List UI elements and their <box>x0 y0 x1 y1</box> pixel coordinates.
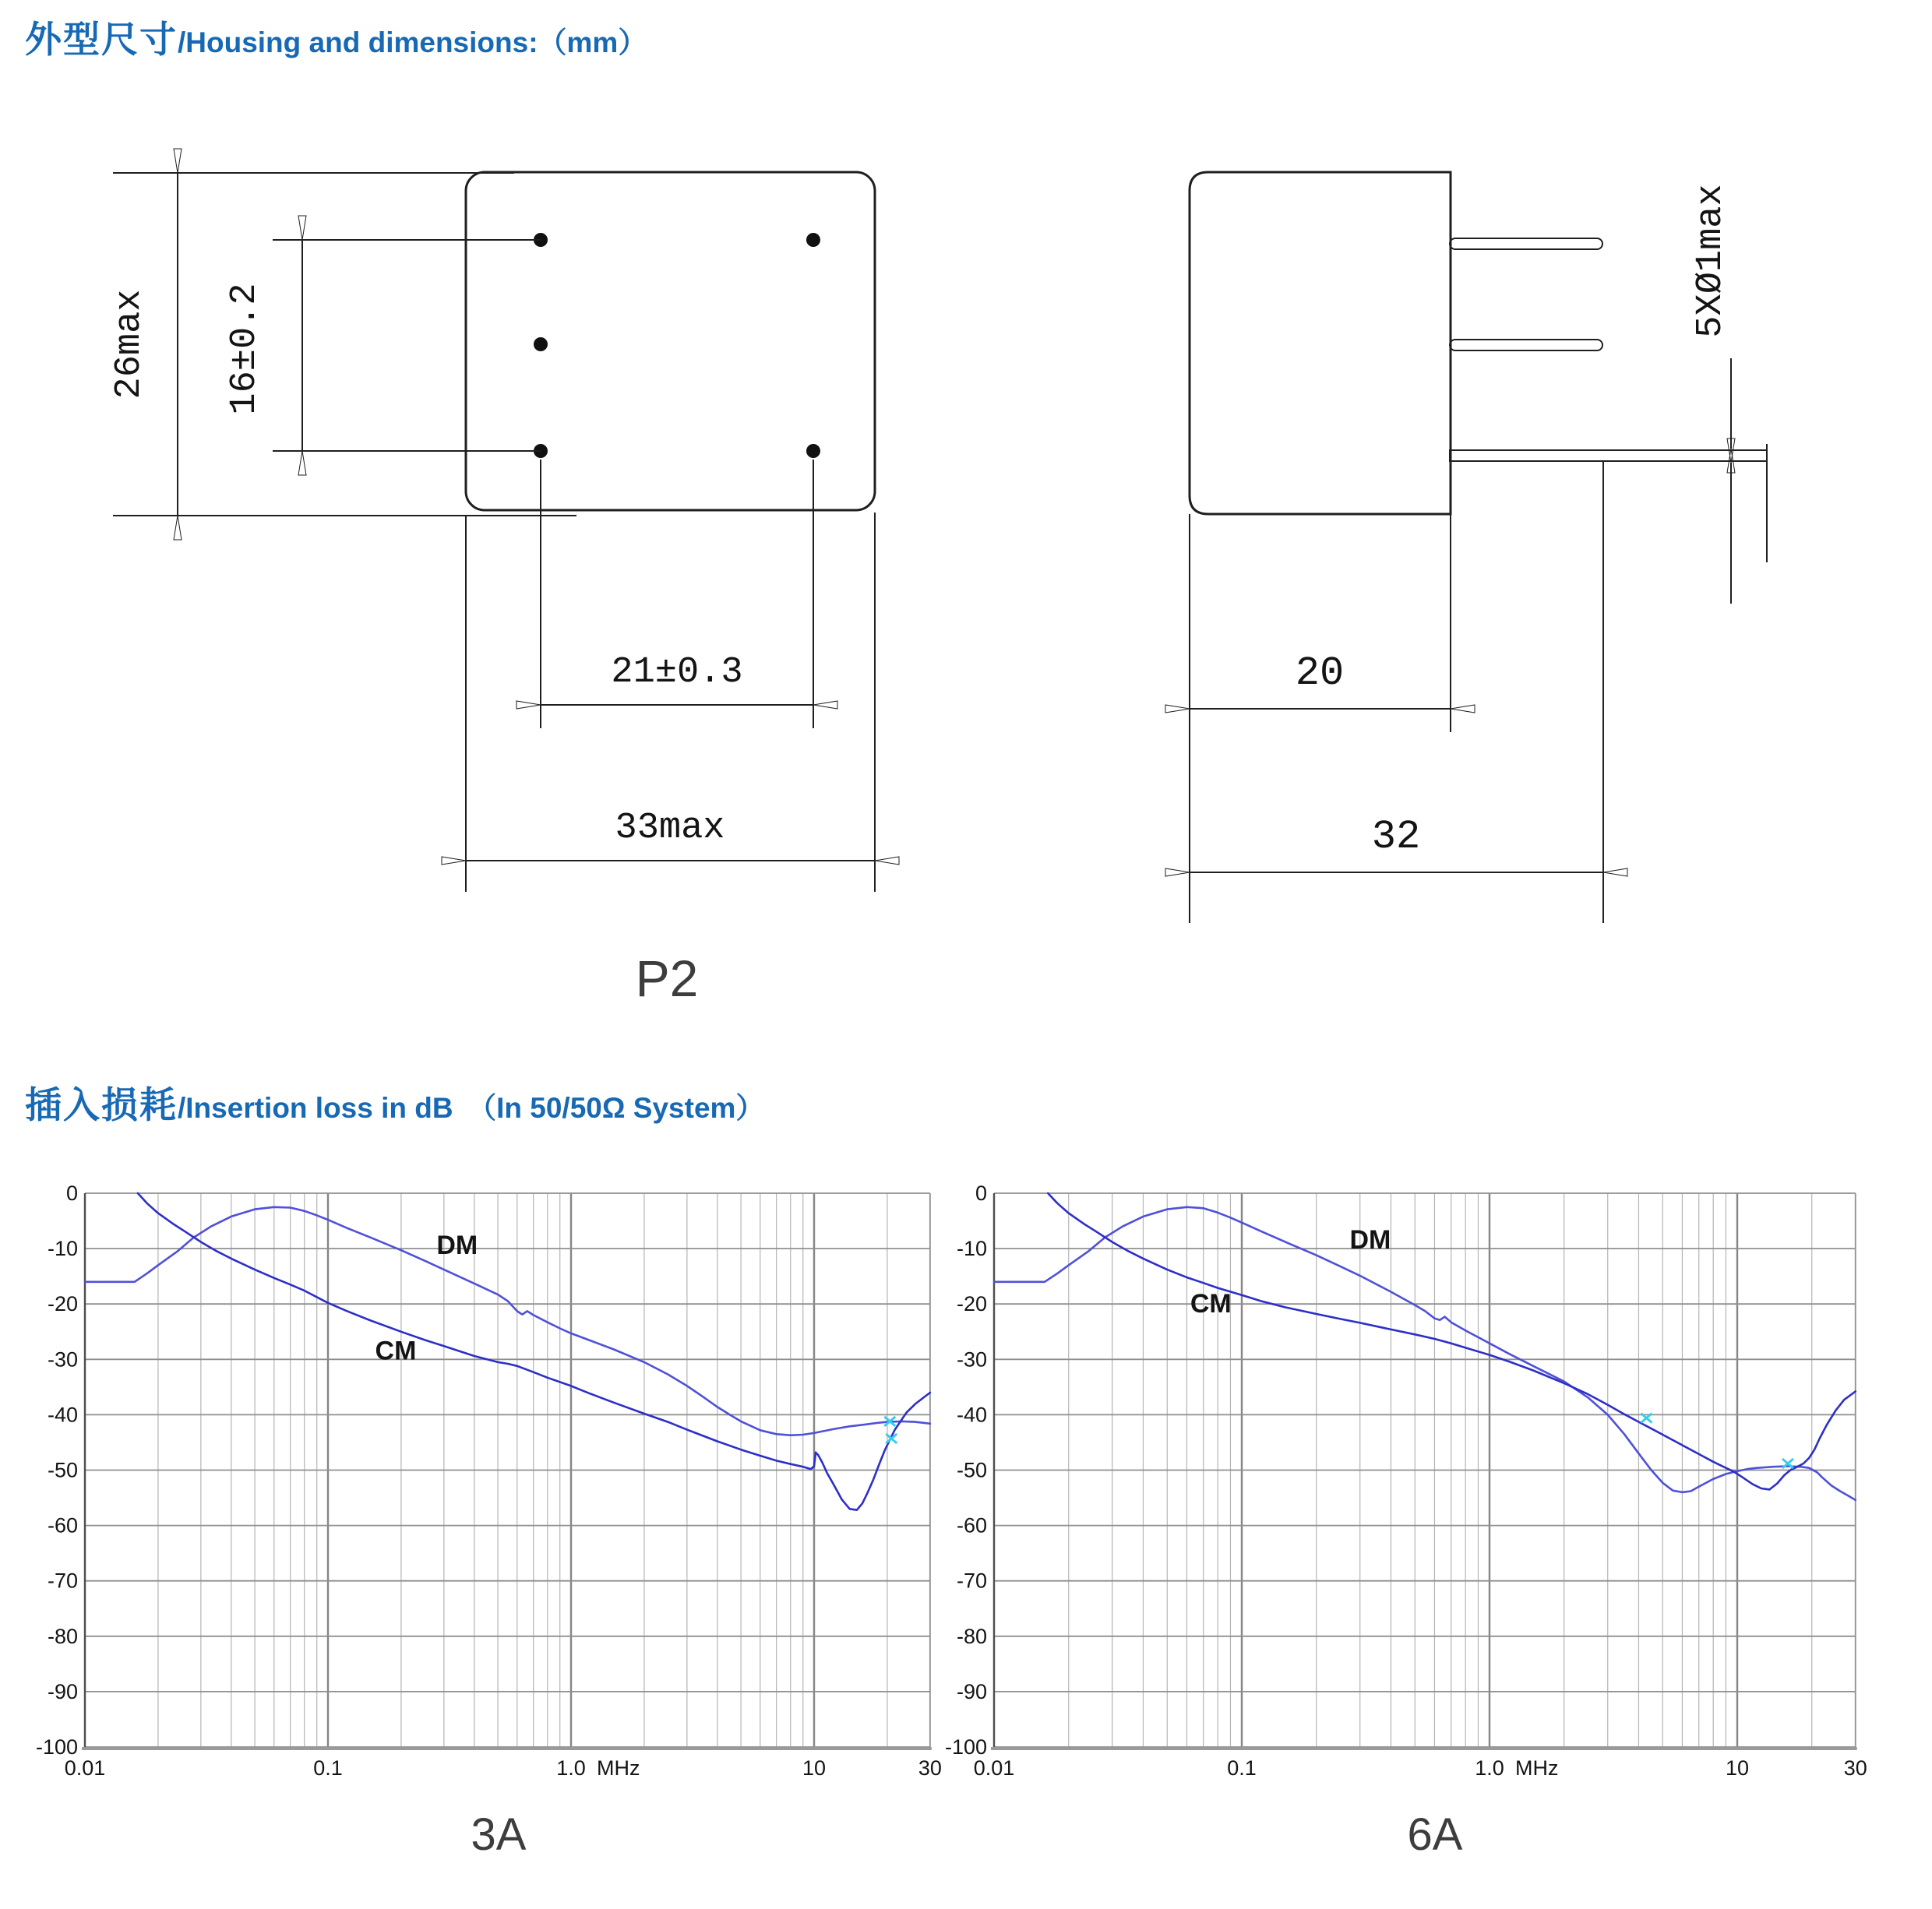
dim-height-label: 26max <box>109 289 150 400</box>
y-tick-label: -20 <box>956 1292 987 1316</box>
y-tick-label: -40 <box>47 1403 78 1427</box>
y-tick-label: -90 <box>47 1679 78 1703</box>
x-tick-label: 0.01 <box>973 1756 1015 1780</box>
curve-label-cm: CM <box>375 1336 417 1366</box>
dim-pin-row-label: 16±0.2 <box>224 283 266 415</box>
drawing-caption: P2 <box>635 949 699 1007</box>
housing-outline <box>466 172 875 510</box>
housing-section-header <box>25 11 647 63</box>
y-tick-label: -30 <box>956 1347 987 1372</box>
x-tick-label: 1.0 <box>556 1756 586 1780</box>
insertion-header-en: /Insertion loss in dB （In 50/50Ω System） <box>178 1092 765 1124</box>
dim-width-label: 33max <box>615 808 725 849</box>
y-tick-label: -50 <box>956 1458 987 1482</box>
insertion-loss-chart-6a <box>939 1168 1905 1791</box>
y-tick-label: -10 <box>956 1237 987 1261</box>
insertion-header-zh: 插入损耗 <box>25 1084 178 1125</box>
y-tick-label: -60 <box>47 1513 78 1537</box>
pin-long <box>1450 450 1767 461</box>
x-tick-label: 0.01 <box>64 1756 106 1780</box>
front-view-drawing <box>78 101 966 935</box>
housing-outline <box>1190 172 1451 514</box>
insertion-section-header <box>25 1076 764 1129</box>
x-tick-label: 10 <box>1725 1756 1750 1780</box>
y-tick-label: -80 <box>47 1624 78 1648</box>
curve-label-dm: DM <box>1349 1225 1391 1256</box>
pin <box>1450 340 1602 350</box>
chart-caption-3a: 3A <box>471 1809 527 1860</box>
pin <box>1450 238 1602 249</box>
housing-header-zh: 外型尺寸 <box>25 19 178 60</box>
y-tick-label: 0 <box>65 1182 78 1205</box>
y-tick-label: -80 <box>956 1624 987 1648</box>
dim-total-width-label: 32 <box>1371 814 1421 860</box>
y-tick-label: -90 <box>956 1679 987 1703</box>
housing-header-en: /Housing and dimensions:（mm） <box>178 26 647 58</box>
pin-dot <box>534 337 548 351</box>
y-tick-label: -30 <box>47 1347 78 1372</box>
y-tick-label: -100 <box>944 1735 987 1759</box>
y-tick-label: -70 <box>47 1569 78 1593</box>
x-tick-label: 30 <box>1843 1756 1867 1780</box>
y-tick-label: -100 <box>35 1735 78 1759</box>
dim-pin-col-label: 21±0.3 <box>611 652 743 693</box>
y-tick-label: -60 <box>956 1513 987 1537</box>
dim-pin-dia-label: 5XØ1max <box>1690 184 1732 338</box>
curve-label-dm: DM <box>436 1231 478 1261</box>
x-unit-label: MHz <box>1515 1756 1559 1780</box>
y-tick-label: -70 <box>956 1569 987 1593</box>
curve-cm <box>138 1193 930 1510</box>
pin-dot <box>806 233 820 247</box>
curve-cm <box>1048 1193 1856 1489</box>
side-view-drawing <box>1130 101 1932 935</box>
x-unit-label: MHz <box>597 1756 640 1780</box>
x-tick-label: 0.1 <box>313 1756 343 1780</box>
y-tick-label: -20 <box>47 1292 78 1316</box>
pin-dot <box>806 444 820 458</box>
y-tick-label: -10 <box>47 1237 78 1261</box>
curve-label-cm: CM <box>1190 1288 1232 1319</box>
y-tick-label: -40 <box>956 1403 987 1427</box>
x-tick-label: 1.0 <box>1475 1756 1504 1780</box>
dim-body-width-label: 20 <box>1295 650 1345 696</box>
y-tick-label: 0 <box>975 1182 987 1205</box>
x-tick-label: 10 <box>802 1756 827 1780</box>
y-tick-label: -50 <box>47 1458 78 1482</box>
x-tick-label: 0.1 <box>1227 1756 1257 1780</box>
x-tick-label: 30 <box>918 1756 942 1780</box>
chart-caption-6a: 6A <box>1407 1809 1463 1860</box>
insertion-loss-chart-3a <box>23 1168 970 1791</box>
